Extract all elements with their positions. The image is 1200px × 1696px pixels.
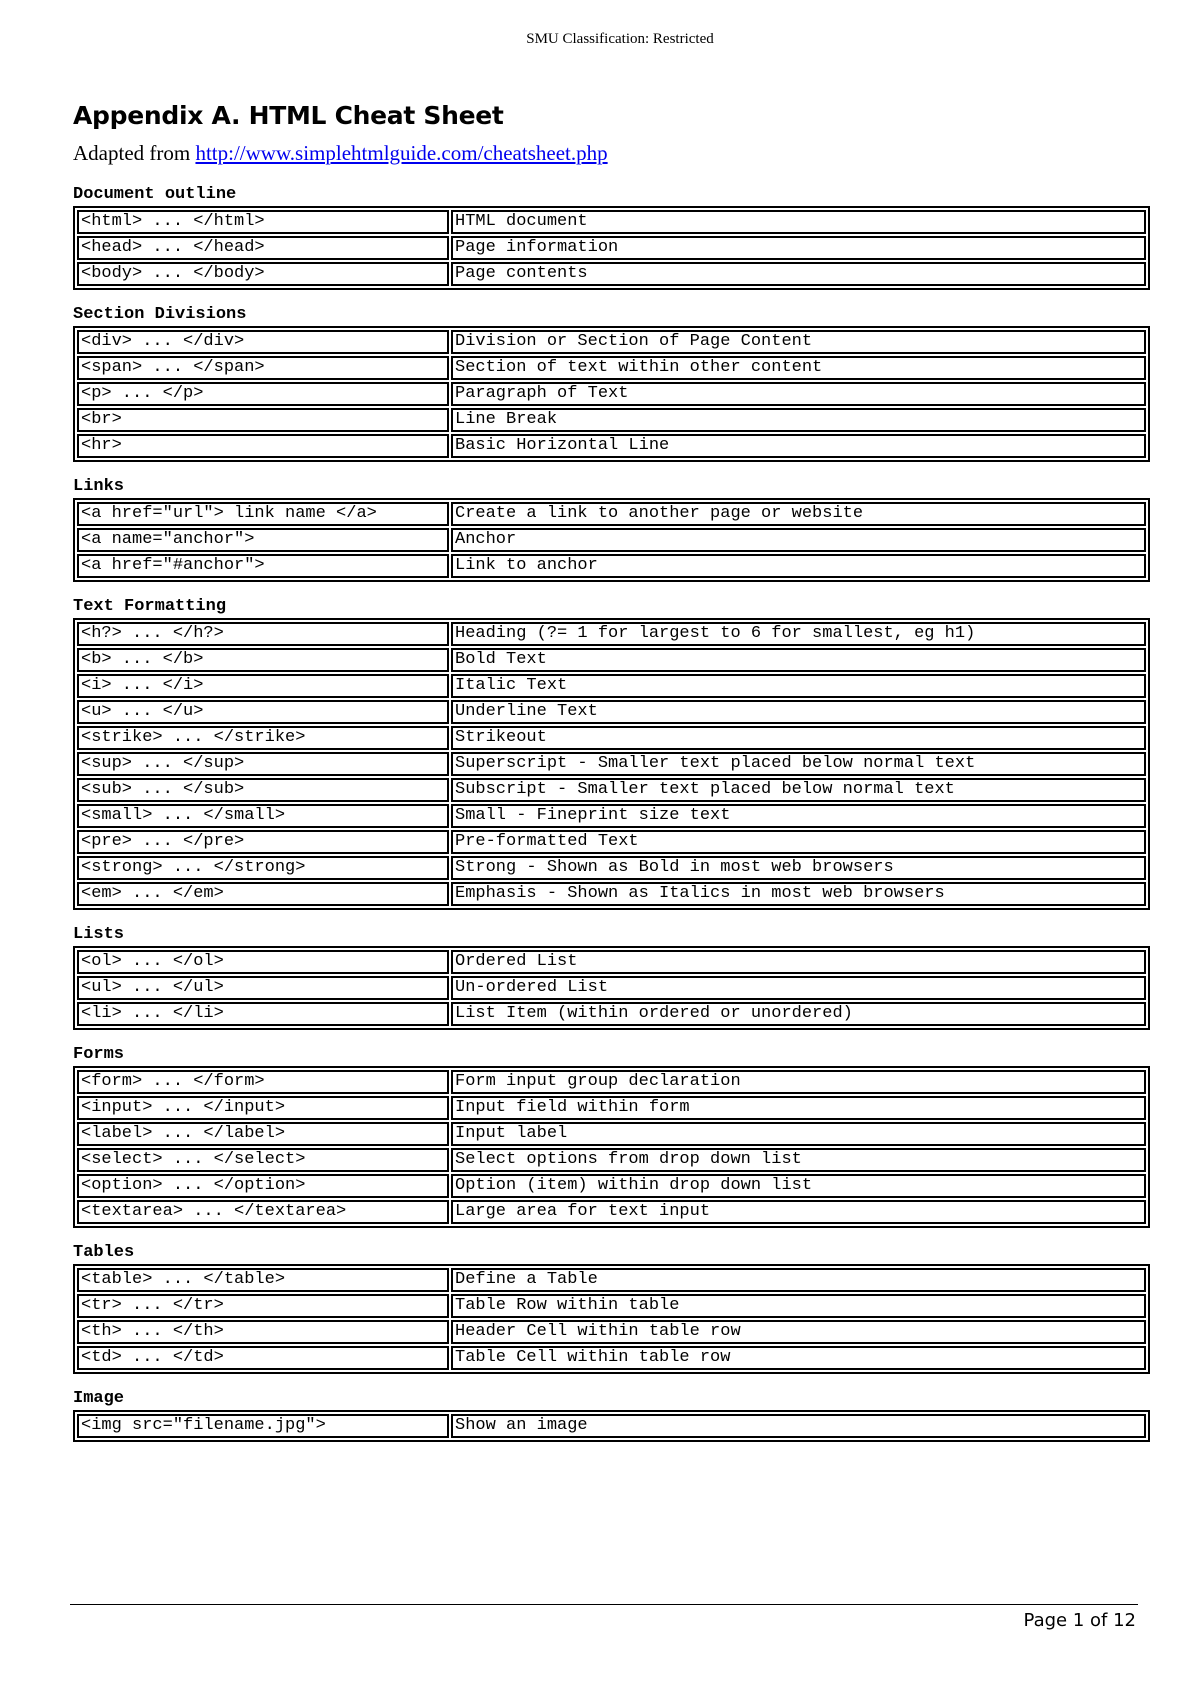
section-table bbox=[73, 1410, 1150, 1442]
tag-cell: <em> ... </em> bbox=[77, 882, 449, 906]
table-row bbox=[77, 408, 1146, 432]
description-cell: Bold Text bbox=[451, 648, 1146, 672]
section bbox=[73, 1388, 1150, 1442]
description-cell: Line Break bbox=[451, 408, 1146, 432]
table-row bbox=[77, 236, 1146, 260]
cheat-sheet-sections bbox=[73, 184, 1150, 1442]
tag-cell: <u> ... </u> bbox=[77, 700, 449, 724]
section-title: Tables bbox=[73, 1243, 135, 1262]
tag-cell: <strong> ... </strong> bbox=[77, 856, 449, 880]
table-row bbox=[77, 648, 1146, 672]
section-title: Lists bbox=[73, 925, 125, 944]
description-cell: HTML document bbox=[451, 210, 1146, 234]
description-cell: Un-ordered List bbox=[451, 976, 1146, 1000]
table-row bbox=[77, 976, 1146, 1000]
section bbox=[73, 304, 1150, 462]
table-row bbox=[77, 830, 1146, 854]
tag-cell: <strike> ... </strike> bbox=[77, 726, 449, 750]
table-row bbox=[77, 382, 1146, 406]
description-cell: Section of text within other content bbox=[451, 356, 1146, 380]
description-cell: Subscript - Smaller text placed below normal text bbox=[451, 778, 1146, 802]
description-cell: Input label bbox=[451, 1122, 1146, 1146]
section-table bbox=[73, 618, 1150, 910]
description-cell: Underline Text bbox=[451, 700, 1146, 724]
table-row bbox=[77, 1200, 1146, 1224]
description-cell: Input field within form bbox=[451, 1096, 1146, 1120]
table-row bbox=[77, 804, 1146, 828]
description-cell: Large area for text input bbox=[451, 1200, 1146, 1224]
tag-cell: <a name="anchor"> bbox=[77, 528, 449, 552]
description-cell: Ordered List bbox=[451, 950, 1146, 974]
table-row bbox=[77, 262, 1146, 286]
section-table bbox=[73, 1264, 1150, 1374]
tag-cell: <small> ... </small> bbox=[77, 804, 449, 828]
tag-cell: <ol> ... </ol> bbox=[77, 950, 449, 974]
tag-cell: <head> ... </head> bbox=[77, 236, 449, 260]
description-cell: List Item (within ordered or unordered) bbox=[451, 1002, 1146, 1026]
table-row bbox=[77, 674, 1146, 698]
section bbox=[73, 596, 1150, 910]
section-table bbox=[73, 206, 1150, 290]
table-row bbox=[77, 1002, 1146, 1026]
section-title: Image bbox=[73, 1389, 125, 1408]
table-row bbox=[77, 882, 1146, 906]
description-cell: Anchor bbox=[451, 528, 1146, 552]
tag-cell: <body> ... </body> bbox=[77, 262, 449, 286]
section-table bbox=[73, 1066, 1150, 1228]
tag-cell: <tr> ... </tr> bbox=[77, 1294, 449, 1318]
description-cell: Small - Fineprint size text bbox=[451, 804, 1146, 828]
table-row bbox=[77, 1148, 1146, 1172]
tag-cell: <hr> bbox=[77, 434, 449, 458]
page-title: Appendix A. HTML Cheat Sheet bbox=[73, 101, 504, 130]
footer-divider bbox=[70, 1604, 1138, 1605]
table-row bbox=[77, 1294, 1146, 1318]
description-cell: Page information bbox=[451, 236, 1146, 260]
tag-cell: <br> bbox=[77, 408, 449, 432]
table-row bbox=[77, 1414, 1146, 1438]
description-cell: Table Cell within table row bbox=[451, 1346, 1146, 1370]
tag-cell: <html> ... </html> bbox=[77, 210, 449, 234]
table-row bbox=[77, 1320, 1146, 1344]
tag-cell: <b> ... </b> bbox=[77, 648, 449, 672]
section-table bbox=[73, 326, 1150, 462]
section-table bbox=[73, 946, 1150, 1030]
section bbox=[73, 184, 1150, 290]
table-row bbox=[77, 622, 1146, 646]
page-number: Page 1 of 12 bbox=[1023, 1610, 1136, 1631]
description-cell: Define a Table bbox=[451, 1268, 1146, 1292]
table-row bbox=[77, 1122, 1146, 1146]
description-cell: Basic Horizontal Line bbox=[451, 434, 1146, 458]
description-cell: Show an image bbox=[451, 1414, 1146, 1438]
description-cell: Emphasis - Shown as Italics in most web browsers bbox=[451, 882, 1146, 906]
section-title: Document outline bbox=[73, 185, 237, 204]
description-cell: Select options from drop down list bbox=[451, 1148, 1146, 1172]
section-title: Text Formatting bbox=[73, 597, 227, 616]
table-row bbox=[77, 1096, 1146, 1120]
section-table bbox=[73, 498, 1150, 582]
tag-cell: <textarea> ... </textarea> bbox=[77, 1200, 449, 1224]
tag-cell: <i> ... </i> bbox=[77, 674, 449, 698]
section bbox=[73, 476, 1150, 582]
tag-cell: <select> ... </select> bbox=[77, 1148, 449, 1172]
description-cell: Pre-formatted Text bbox=[451, 830, 1146, 854]
tag-cell: <pre> ... </pre> bbox=[77, 830, 449, 854]
table-row bbox=[77, 554, 1146, 578]
table-row bbox=[77, 528, 1146, 552]
classification-label: SMU Classification: Restricted bbox=[526, 31, 714, 47]
description-cell: Page contents bbox=[451, 262, 1146, 286]
table-row bbox=[77, 1346, 1146, 1370]
table-row bbox=[77, 752, 1146, 776]
tag-cell: <li> ... </li> bbox=[77, 1002, 449, 1026]
section bbox=[73, 1242, 1150, 1374]
tag-cell: <ul> ... </ul> bbox=[77, 976, 449, 1000]
description-cell: Option (item) within drop down list bbox=[451, 1174, 1146, 1198]
description-cell: Form input group declaration bbox=[451, 1070, 1146, 1094]
tag-cell: <option> ... </option> bbox=[77, 1174, 449, 1198]
document-body bbox=[73, 98, 1150, 1442]
description-cell: Superscript - Smaller text placed below normal text bbox=[451, 752, 1146, 776]
tag-cell: <input> ... </input> bbox=[77, 1096, 449, 1120]
tag-cell: <a href="#anchor"> bbox=[77, 554, 449, 578]
section bbox=[73, 1044, 1150, 1228]
description-cell: Italic Text bbox=[451, 674, 1146, 698]
tag-cell: <th> ... </th> bbox=[77, 1320, 449, 1344]
tag-cell: <table> ... </table> bbox=[77, 1268, 449, 1292]
table-row bbox=[77, 356, 1146, 380]
description-cell: Strong - Shown as Bold in most web browsers bbox=[451, 856, 1146, 880]
tag-cell: <td> ... </td> bbox=[77, 1346, 449, 1370]
table-row bbox=[77, 502, 1146, 526]
description-cell: Table Row within table bbox=[451, 1294, 1146, 1318]
section-title: Forms bbox=[73, 1045, 125, 1064]
tag-cell: <sub> ... </sub> bbox=[77, 778, 449, 802]
table-row bbox=[77, 1268, 1146, 1292]
tag-cell: <p> ... </p> bbox=[77, 382, 449, 406]
table-row bbox=[77, 856, 1146, 880]
table-row bbox=[77, 1174, 1146, 1198]
adapted-prefix: Adapted from bbox=[73, 141, 196, 165]
section-title: Section Divisions bbox=[73, 305, 247, 324]
tag-cell: <div> ... </div> bbox=[77, 330, 449, 354]
tag-cell: <h?> ... </h?> bbox=[77, 622, 449, 646]
table-row bbox=[77, 726, 1146, 750]
tag-cell: <label> ... </label> bbox=[77, 1122, 449, 1146]
section bbox=[73, 924, 1150, 1030]
adapted-from-line bbox=[73, 136, 1150, 170]
tag-cell: <a href="url"> link name </a> bbox=[77, 502, 449, 526]
table-row bbox=[77, 1070, 1146, 1094]
description-cell: Paragraph of Text bbox=[451, 382, 1146, 406]
tag-cell: <span> ... </span> bbox=[77, 356, 449, 380]
description-cell: Create a link to another page or website bbox=[451, 502, 1146, 526]
section-title: Links bbox=[73, 477, 125, 496]
table-row bbox=[77, 434, 1146, 458]
table-row bbox=[77, 700, 1146, 724]
table-row bbox=[77, 330, 1146, 354]
tag-cell: <sup> ... </sup> bbox=[77, 752, 449, 776]
description-cell: Heading (?= 1 for largest to 6 for smallest, eg h1) bbox=[451, 622, 1146, 646]
tag-cell: <form> ... </form> bbox=[77, 1070, 449, 1094]
description-cell: Strikeout bbox=[451, 726, 1146, 750]
description-cell: Header Cell within table row bbox=[451, 1320, 1146, 1344]
table-row bbox=[77, 210, 1146, 234]
tag-cell: <img src="filename.jpg"> bbox=[77, 1414, 449, 1438]
table-row bbox=[77, 950, 1146, 974]
description-cell: Division or Section of Page Content bbox=[451, 330, 1146, 354]
description-cell: Link to anchor bbox=[451, 554, 1146, 578]
table-row bbox=[77, 778, 1146, 802]
source-link[interactable]: http://www.simplehtmlguide.com/cheatsheet.php bbox=[195, 141, 608, 165]
